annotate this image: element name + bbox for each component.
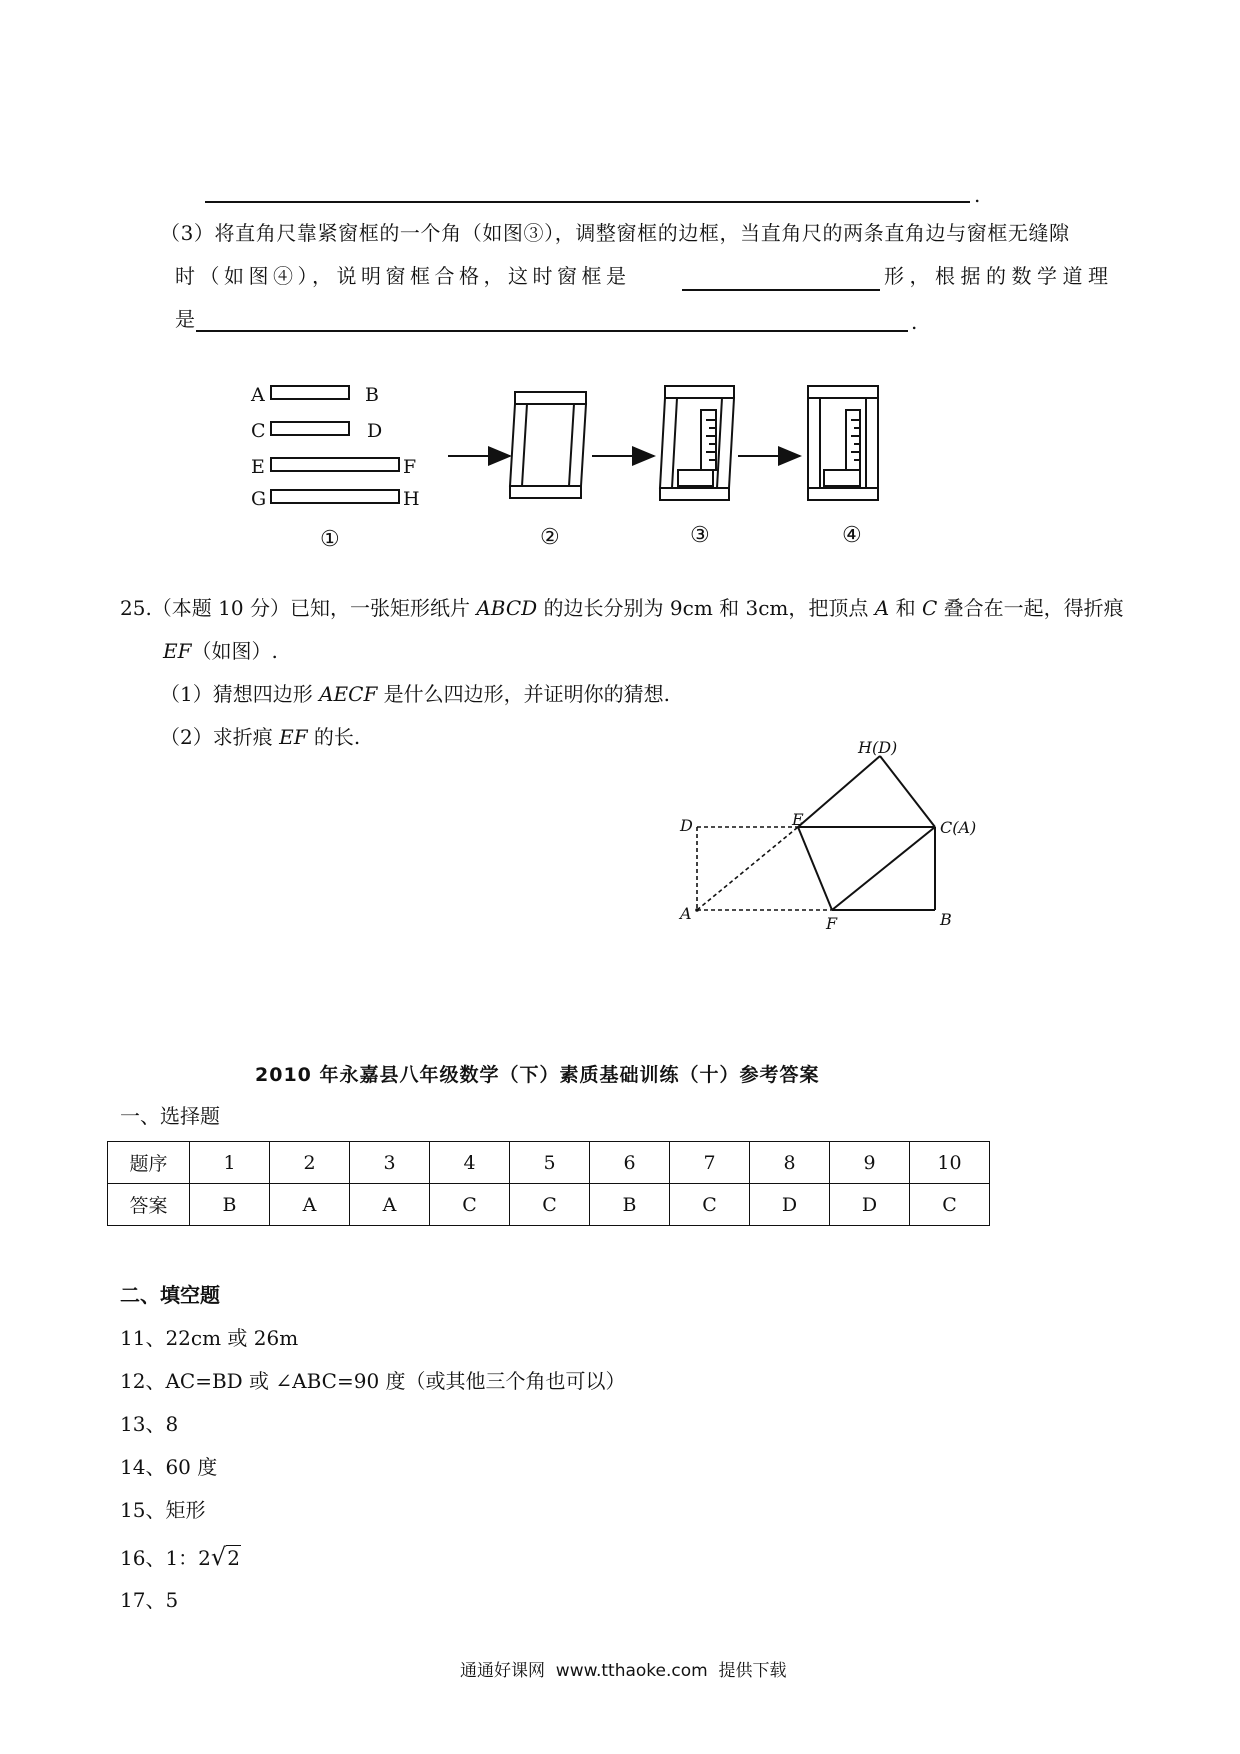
section-fill-heading: 二、填空题 [120,1283,220,1307]
table-cell: B [190,1184,270,1226]
table-cell: 7 [670,1142,750,1184]
table-cell: 10 [910,1142,990,1184]
point-label-a: A [680,904,692,923]
window-frame-figure [240,370,940,560]
sqrt-symbol: √ [210,1543,227,1571]
table-cell: 1 [190,1142,270,1184]
table-cell: 9 [830,1142,910,1184]
stick-label-h: H [403,488,420,510]
row-head-answer: 答案 [108,1184,190,1226]
q24-part3-line1: （3）将直角尺靠紧窗框的一个角（如图③），调整窗框的边框，当直角尺的两条直角边与窗框无缝隙 [160,221,1070,245]
edge-eh [798,756,880,827]
row-head-number: 题序 [108,1142,190,1184]
table-cell: C [430,1184,510,1226]
table-row [108,1142,990,1184]
figure-caption-1: ① [320,527,340,552]
stick-label-b: B [365,384,379,406]
table-cell: 2 [270,1142,350,1184]
q24-part3-line3b: . [911,310,918,334]
choice-answer-table [107,1141,990,1226]
answer-key-title: 2010 年永嘉县八年级数学（下）素质基础训练（十）参考答案 [255,1064,820,1086]
sticks-group [271,386,399,503]
fill-answer-14: 14、60 度 [120,1455,218,1479]
point-label-hd: H(D) [858,738,898,757]
table-cell: C [910,1184,990,1226]
figure-caption-4: ④ [842,523,862,548]
table-cell: D [750,1184,830,1226]
blank-end-dot: . [974,183,981,207]
fill-answer-17: 17、5 [120,1588,179,1612]
q25-stem-line1: 25.（本题 10 分）已知，一张矩形纸片 ABCD 的边长分别为 9cm 和 3cm，把顶点 A 和 C 叠合在一起，得折痕 [120,596,1124,620]
point-label-e: E [792,810,804,829]
table-cell: 3 [350,1142,430,1184]
shape-answer-blank [682,289,880,291]
stick-gh [271,490,399,503]
point-label-ca: C(A) [940,818,977,837]
table-cell: 5 [510,1142,590,1184]
stick-cd [271,422,349,435]
point-label-f: F [826,914,838,933]
table-row [108,1184,990,1226]
edge-fc [832,827,935,910]
figure-caption-2: ② [540,525,560,550]
dashed-diagonal [697,827,798,910]
radicand: 2 [227,1546,240,1570]
table-cell: 4 [430,1142,510,1184]
edge-ef [798,827,832,910]
table-cell: 6 [590,1142,670,1184]
table-cell: A [270,1184,350,1226]
table-cell: D [830,1184,910,1226]
frame-3 [660,386,734,500]
point-label-d: D [680,816,693,835]
fill-answer-12: 12、AC=BD 或 ∠ABC=90 度（或其他三个角也可以） [120,1369,626,1393]
point-label-b: B [940,910,952,929]
stick-label-g: G [251,488,267,510]
q25-stem-line2: EF（如图）. [163,639,278,663]
table-cell: A [350,1184,430,1226]
page-footer: 通通好课网 www.tthaoke.com 提供下载 [460,1661,787,1681]
stick-ef [271,458,399,471]
figure-caption-3: ③ [690,523,710,548]
q25-part2: （2）求折痕 EF 的长. [160,725,361,749]
q25-part1: （1）猜想四边形 AECF 是什么四边形，并证明你的猜想. [160,682,671,706]
section-choice-heading: 一、选择题 [120,1104,220,1128]
fill-answer-11: 11、22cm 或 26m [120,1326,299,1350]
table-cell: C [670,1184,750,1226]
stick-label-a: A [251,384,265,406]
fill-answer-16: 16、1：2√2 [120,1543,240,1571]
stick-label-d: D [367,420,383,442]
folding-figure [690,740,950,940]
fill-answer-13: 13、8 [120,1412,179,1436]
q24-part3-line3a: 是 [175,307,195,331]
stick-label-f: F [403,456,417,478]
reason-answer-blank [196,330,908,332]
stick-label-c: C [251,420,266,442]
edge-hc [880,756,935,827]
table-cell: C [510,1184,590,1226]
frame-2 [510,392,586,498]
table-cell: 8 [750,1142,830,1184]
answer-blank-line [205,201,970,203]
stick-label-e: E [251,456,265,478]
frame-4 [808,386,878,500]
q24-part3-line2a: 时（如图④），说明窗框合格，这时窗框是 [175,264,631,288]
q24-part3-line2b: 形，根据的数学道理 [884,264,1114,288]
fill-answer-15: 15、矩形 [120,1498,206,1522]
table-cell: B [590,1184,670,1226]
stick-ab [271,386,349,399]
